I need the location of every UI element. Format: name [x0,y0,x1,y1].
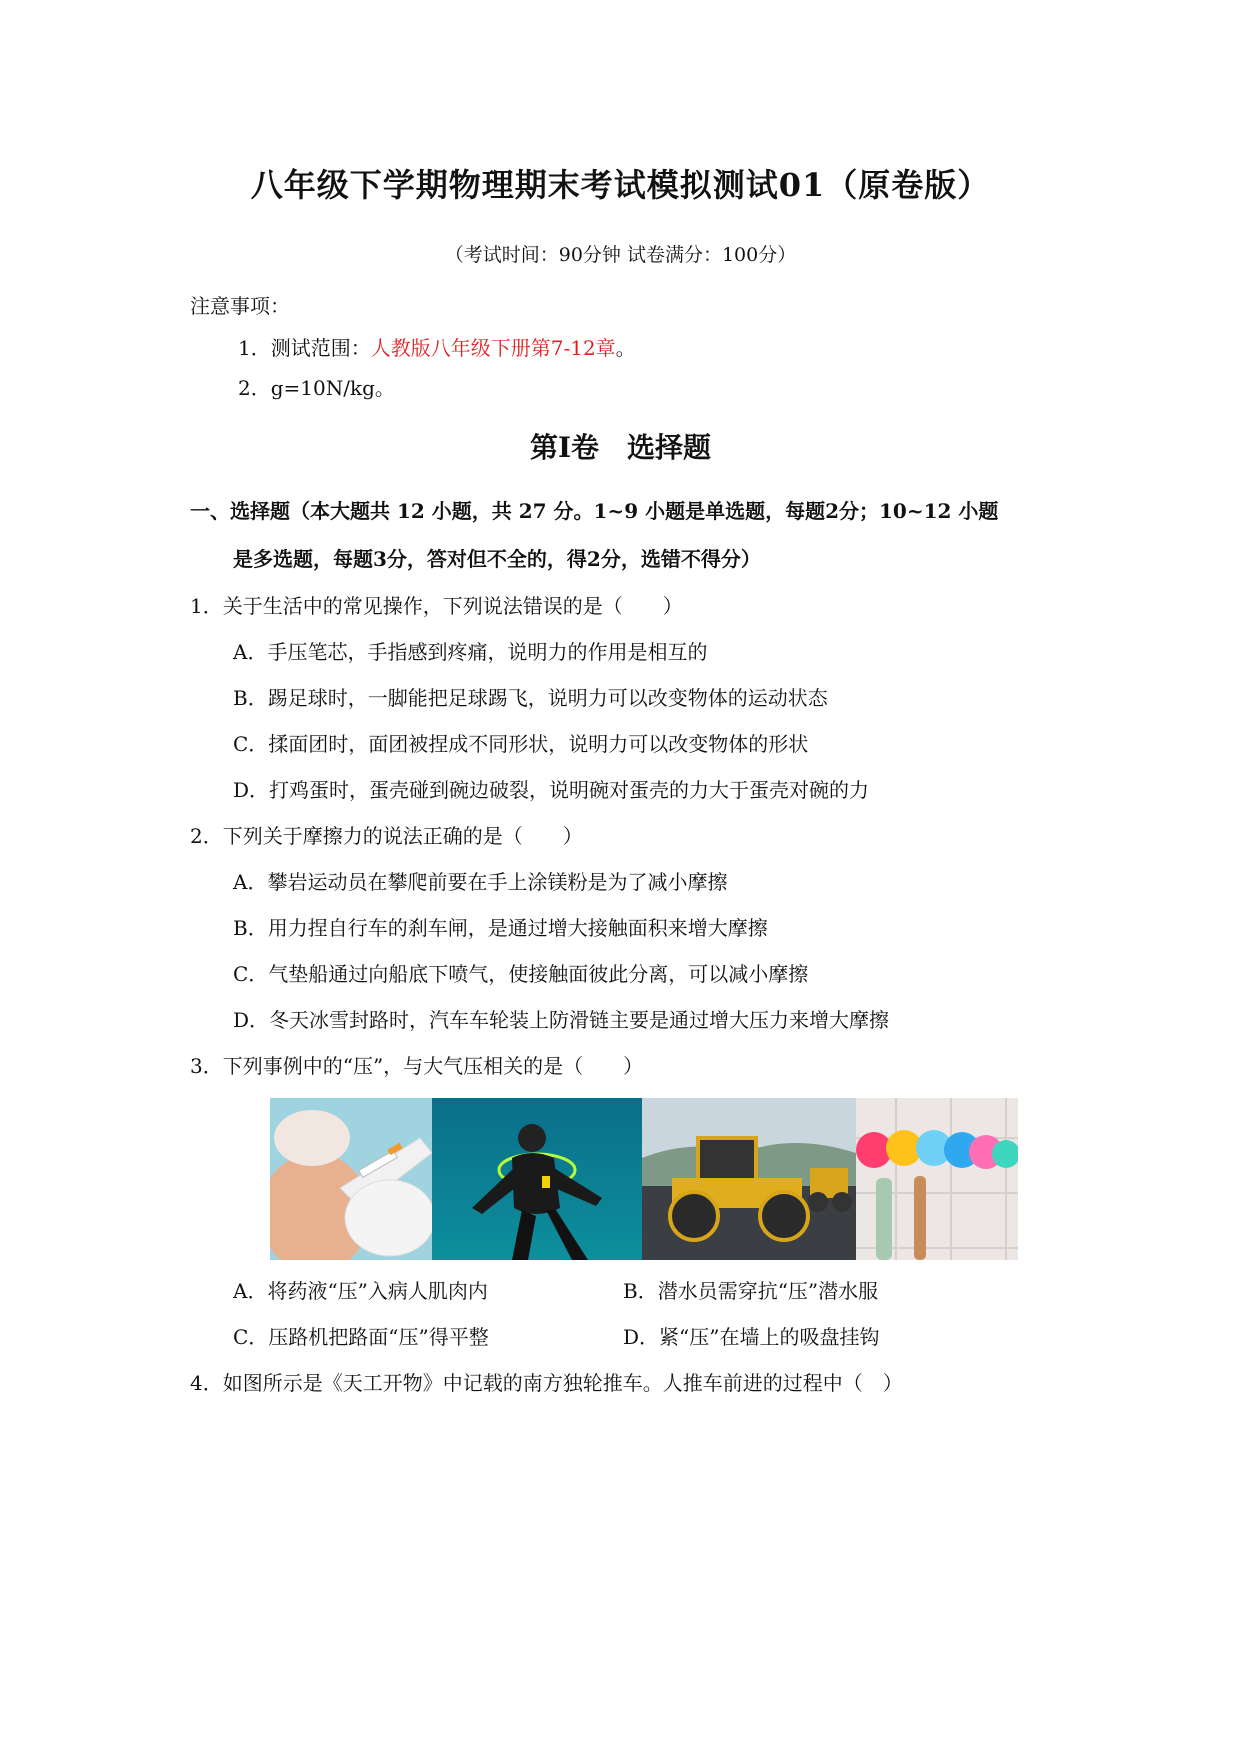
note-item-1 [238,332,636,361]
question-3-photos [270,1098,1018,1260]
suction-hooks-photo [856,1098,1018,1260]
question-2-option-c: C．气垫船通过向船底下喷气，使接触面彼此分离，可以减小摩擦 [233,962,809,986]
question-3-option-d: D．紧“压”在墙上的吸盘挂钩 [623,1325,880,1349]
diver-photo [432,1098,642,1260]
exam-info: （考试时间：90分钟 试卷满分：100分） [444,244,797,266]
question-3-option-a: A．将药液“压”入病人肌肉内 [233,1279,488,1303]
question-2-stem: 2．下列关于摩擦力的说法正确的是（ ） [190,824,583,848]
notes-heading: 注意事项： [190,294,290,318]
note-item-1-scope: 人教版八年级下册第7-12章 [370,336,616,360]
question-1-stem: 1．关于生活中的常见操作，下列说法错误的是（ ） [190,594,683,618]
note-item-1-suffix: 。 [615,336,636,360]
road-roller-photo [642,1098,856,1260]
part-heading-line-2: 是多选题，每题3分，答对但不全的，得2分，选错不得分） [233,547,761,571]
section-part: 第Ⅰ卷 [529,431,600,464]
note-item-1-prefix: 1．测试范围： [238,336,371,360]
injection-photo [270,1098,432,1260]
question-4-stem: 4．如图所示是《天工开物》中记载的南方独轮推车。人推车前进的过程中（ ） [190,1371,903,1395]
question-1-option-c: C．揉面团时，面团被捏成不同形状，说明力可以改变物体的形状 [233,732,809,756]
question-2-option-b: B．用力捏自行车的刹车闸，是通过增大接触面积来增大摩擦 [233,916,768,940]
page-title: 八年级下学期物理期末考试模拟测试01（原卷版） [250,166,991,204]
part-heading-line-1: 一、选择题（本大题共 12 小题，共 27 分。1~9 小题是单选题，每题2分；10~12 小题 [190,499,999,523]
question-3-option-b: B．潜水员需穿抗“压”潜水服 [623,1279,879,1303]
note-item-2: 2．g=10N/kg。 [238,376,395,400]
section-name: 选择题 [627,431,712,464]
question-1-option-b: B．踢足球时，一脚能把足球踢飞，说明力可以改变物体的运动状态 [233,686,828,710]
question-1-option-d: D．打鸡蛋时，蛋壳碰到碗边破裂，说明碗对蛋壳的力大于蛋壳对碗的力 [233,778,870,802]
question-2-option-d: D．冬天冰雪封路时，汽车车轮装上防滑链主要是通过增大压力来增大摩擦 [233,1008,890,1032]
section-title [0,426,1241,466]
question-2-option-a: A．攀岩运动员在攀爬前要在手上涂镁粉是为了减小摩擦 [233,870,728,894]
question-3-stem: 3．下列事例中的“压”，与大气压相关的是（ ） [190,1054,644,1078]
question-1-option-a: A．手压笔芯，手指感到疼痛，说明力的作用是相互的 [233,640,708,664]
question-3-option-c: C．压路机把路面“压”得平整 [233,1325,489,1349]
